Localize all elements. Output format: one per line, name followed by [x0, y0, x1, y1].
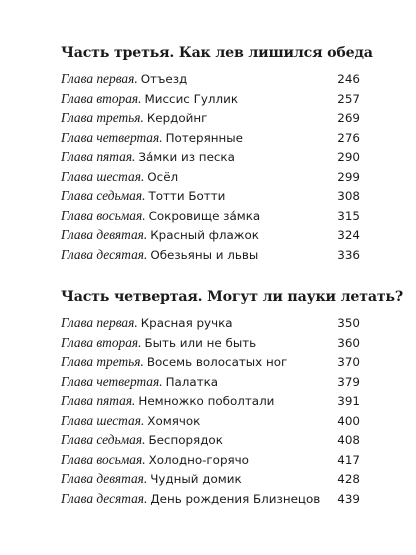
page-number: 408 — [337, 433, 360, 447]
chapter-number: Глава восьмая. — [61, 207, 146, 223]
toc-entry[interactable] — [61, 335, 360, 355]
toc-entry[interactable] — [61, 354, 360, 374]
part-four — [61, 288, 403, 510]
chapter-number: Глава шестая. — [61, 168, 145, 184]
part-title: Часть четвертая. Могут ли пауки летать? — [61, 289, 403, 305]
toc-entry[interactable] — [61, 315, 360, 335]
chapter-title: Осёл — [147, 169, 179, 184]
page-number: 315 — [337, 208, 360, 223]
chapter-list — [61, 71, 360, 266]
page-number: 269 — [337, 111, 360, 125]
toc-entry[interactable] — [61, 432, 360, 452]
chapter-title: Сокровище за́мка — [148, 208, 261, 223]
chapter-title: Немножко поболтали — [138, 394, 275, 408]
chapter-title: Хомячок — [147, 413, 201, 428]
chapter-number: Глава третья. — [61, 110, 144, 125]
toc-entry[interactable] — [61, 130, 360, 150]
page-number: 379 — [337, 374, 360, 389]
toc-entry[interactable] — [61, 169, 360, 189]
chapter-number: Глава восьмая. — [61, 451, 146, 467]
page-number: 391 — [337, 394, 360, 408]
chapter-title: Красный флажок — [150, 228, 259, 242]
toc-entry[interactable] — [61, 91, 360, 111]
toc-entry[interactable] — [61, 374, 360, 394]
page-number: 299 — [337, 169, 360, 184]
chapter-number: Глава десятая. — [61, 490, 148, 506]
chapter-title: Красная ручка — [140, 316, 233, 330]
toc-entry[interactable] — [61, 471, 360, 491]
chapter-title: Быть или не быть — [144, 335, 257, 350]
chapter-title: Отъезд — [140, 72, 188, 86]
chapter-title: Тотти Ботти — [148, 189, 226, 203]
toc-entry[interactable] — [61, 491, 360, 511]
chapter-title: Беспорядок — [148, 433, 223, 447]
page-number: 350 — [337, 316, 360, 330]
toc-entry[interactable] — [61, 149, 360, 169]
chapter-number: Глава четвертая. — [61, 373, 163, 389]
page-number: 417 — [337, 452, 360, 467]
table-of-contents — [61, 44, 403, 510]
chapter-title: Кердойнг — [146, 111, 208, 125]
chapter-number: Глава девятая. — [61, 471, 148, 486]
toc-entry[interactable] — [61, 188, 360, 208]
toc-entry[interactable] — [61, 110, 360, 130]
part-three — [61, 44, 373, 266]
toc-entry[interactable] — [61, 393, 360, 413]
chapter-number: Глава третья. — [61, 354, 144, 369]
page-number: 246 — [337, 72, 360, 86]
chapter-number: Глава десятая. — [61, 246, 148, 262]
chapter-title: Палатка — [165, 374, 219, 389]
chapter-number: Глава вторая. — [61, 90, 142, 106]
chapter-number: Глава четвертая. — [61, 129, 163, 145]
page-number: 439 — [337, 491, 360, 506]
part-title: Часть третья. Как лев лишился обеда — [61, 45, 373, 61]
toc-entry[interactable] — [61, 208, 360, 228]
page-number: 276 — [337, 130, 360, 145]
toc-entry[interactable] — [61, 413, 360, 433]
toc-entry[interactable] — [61, 452, 360, 472]
page-number: 400 — [337, 413, 360, 428]
toc-entry[interactable] — [61, 71, 360, 91]
chapter-title: Чудный домик — [150, 472, 242, 486]
chapter-number: Глава шестая. — [61, 412, 145, 428]
chapter-title: Миссис Гуллик — [144, 91, 239, 106]
chapter-number: Глава пятая. — [61, 149, 136, 164]
chapter-title: Холодно-горячо — [148, 452, 249, 467]
page-number: 290 — [337, 150, 360, 164]
chapter-number: Глава первая. — [61, 315, 138, 330]
page-number: 428 — [337, 472, 360, 486]
toc-entry[interactable] — [61, 247, 360, 267]
chapter-number: Глава пятая. — [61, 393, 136, 408]
chapter-number: Глава первая. — [61, 71, 138, 86]
page-number: 324 — [337, 228, 360, 242]
chapter-title: Потерянные — [165, 130, 243, 145]
chapter-title: Восемь волосатых ног — [146, 355, 288, 369]
chapter-list — [61, 315, 360, 510]
page-number: 308 — [337, 189, 360, 203]
toc-entry[interactable] — [61, 227, 360, 247]
chapter-title: День рождения Близнецов — [150, 491, 321, 506]
chapter-number: Глава вторая. — [61, 334, 142, 350]
chapter-title: Обезьяны и львы — [150, 247, 259, 262]
chapter-title: За́мки из песка — [138, 150, 235, 164]
page-number: 257 — [337, 91, 360, 106]
chapter-number: Глава седьмая. — [61, 188, 146, 203]
chapter-number: Глава седьмая. — [61, 432, 146, 447]
chapter-number: Глава девятая. — [61, 227, 148, 242]
page-number: 360 — [337, 335, 360, 350]
page-number: 336 — [337, 247, 360, 262]
page-number: 370 — [337, 355, 360, 369]
